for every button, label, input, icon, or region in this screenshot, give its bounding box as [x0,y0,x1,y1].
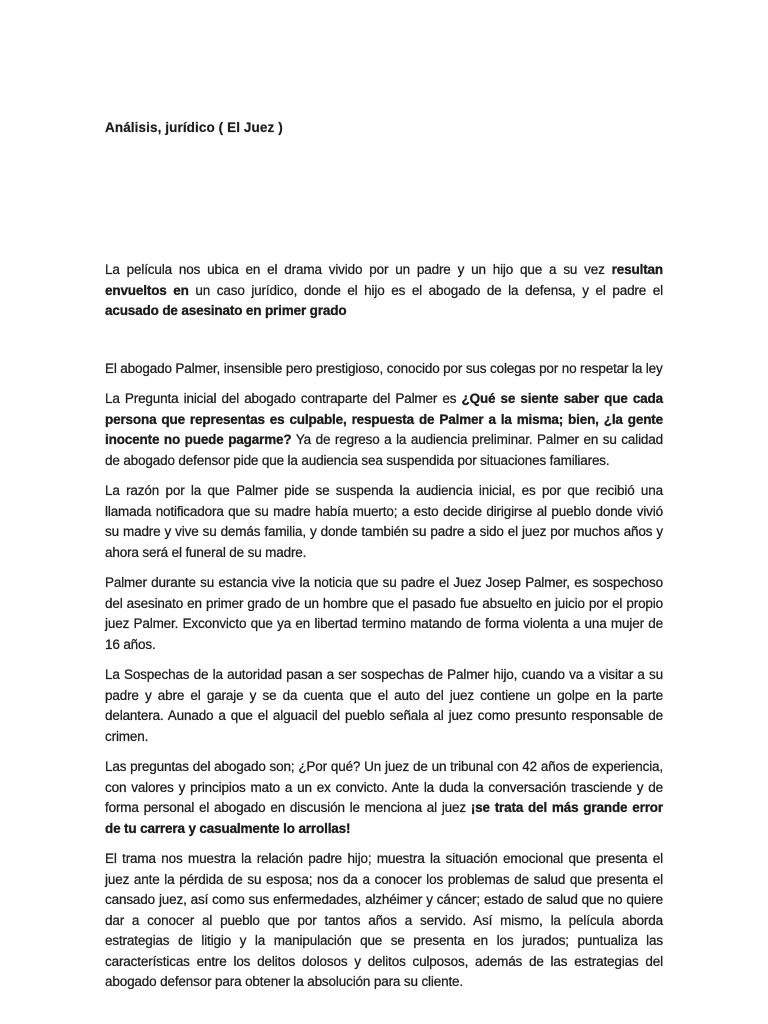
text-run: La Sospechas de la autoridad pasan a ser sospechas de Palmer hijo, cuando va a visitar a su padre y abre el garaje y se da cuenta que el auto del juez contiene un golpe en la parte delantera. Aunado a que el alguacil del pueblo señala al juez como presunto responsable de crimen. [105,667,663,744]
text-run: Las preguntas del abogado son; ¿Por qué? Un juez de un tribunal con 42 años de experiencia, con valores y principios mato a un ex convicto. Ante la duda la conversación trasciende y de forma personal el abogado en discusión le menciona al juez [105,759,663,815]
text-run: un caso jurídico, donde el hijo es el abogado de la defensa, y el padre el [188,282,663,298]
paragraph [105,757,663,839]
text-run: El trama nos muestra la relación padre hijo; muestra la situación emocional que presenta el juez ante la pérdida de su esposa; nos da a conocer los problemas de salud que presenta el cansado juez, así como sus enfermedades, alzhéimer y cáncer; estado de salud que no quiere dar a conocer al pueblo que por tantos años a servido. Así mismo, la película aborda estrategias de litigio y la manipulación que se presenta en los jurados; puntualiza las características entre los delitos dolosos y delitos culposos, además de las estrategias del abogado defensor para obtener la absolución para su cliente. [105,851,663,989]
text-run-bold: ¡se trata del más grande error de tu carrera y casualmente lo arrollas! [105,800,663,836]
document-title: Análisis, jurídico ( El Juez ) [105,120,283,135]
paragraph [105,849,663,993]
paragraph [105,481,663,563]
text-run: La Pregunta inicial del abogado contraparte del Palmer es [105,391,462,406]
text-run-bold: resultan envueltos en [105,262,663,298]
paragraph [105,359,663,380]
text-run: Ya de regreso a la audiencia preliminar. Palmer en su calidad de abogado defensor pide que la audiencia sea suspendida por situaciones familiares. [105,432,663,468]
paragraph [105,573,663,655]
text-run: La razón por la que Palmer pide se suspenda la audiencia inicial, es por que recibió una llamada notificadora que su madre había muerto; a esto decide dirigirse al pueblo donde vivió su madre y vive su demás familia, y donde también su padre a sido el juez por muchos años y ahora será el funeral de su madre. [105,483,663,560]
text-run: La película nos ubica en el drama vivido por un padre y un hijo que a su vez [105,262,612,277]
text-run-bold: acusado de asesinato en primer grado [105,303,347,318]
paragraph [105,260,663,322]
document-body [105,260,663,993]
text-run-bold: ¿Qué se siente saber que cada persona que representas es culpable, respuesta de Palmer a la misma; bien, ¿la gente inocente no puede pagarme? [105,391,663,447]
text-run: El abogado Palmer, insensible pero prestigioso, conocido por sus colegas por no respetar la ley [105,360,663,376]
text-run: Palmer durante su estancia vive la noticia que su padre el Juez Josep Palmer, es sospechoso del asesinato en primer grado de un hombre que el pasado fue absuelto en juicio por el propio juez Palmer. Exconvicto que ya en libertad termino matando de forma violenta a una mujer de 16 años. [105,575,663,652]
paragraph [105,665,663,747]
paragraph [105,389,663,471]
